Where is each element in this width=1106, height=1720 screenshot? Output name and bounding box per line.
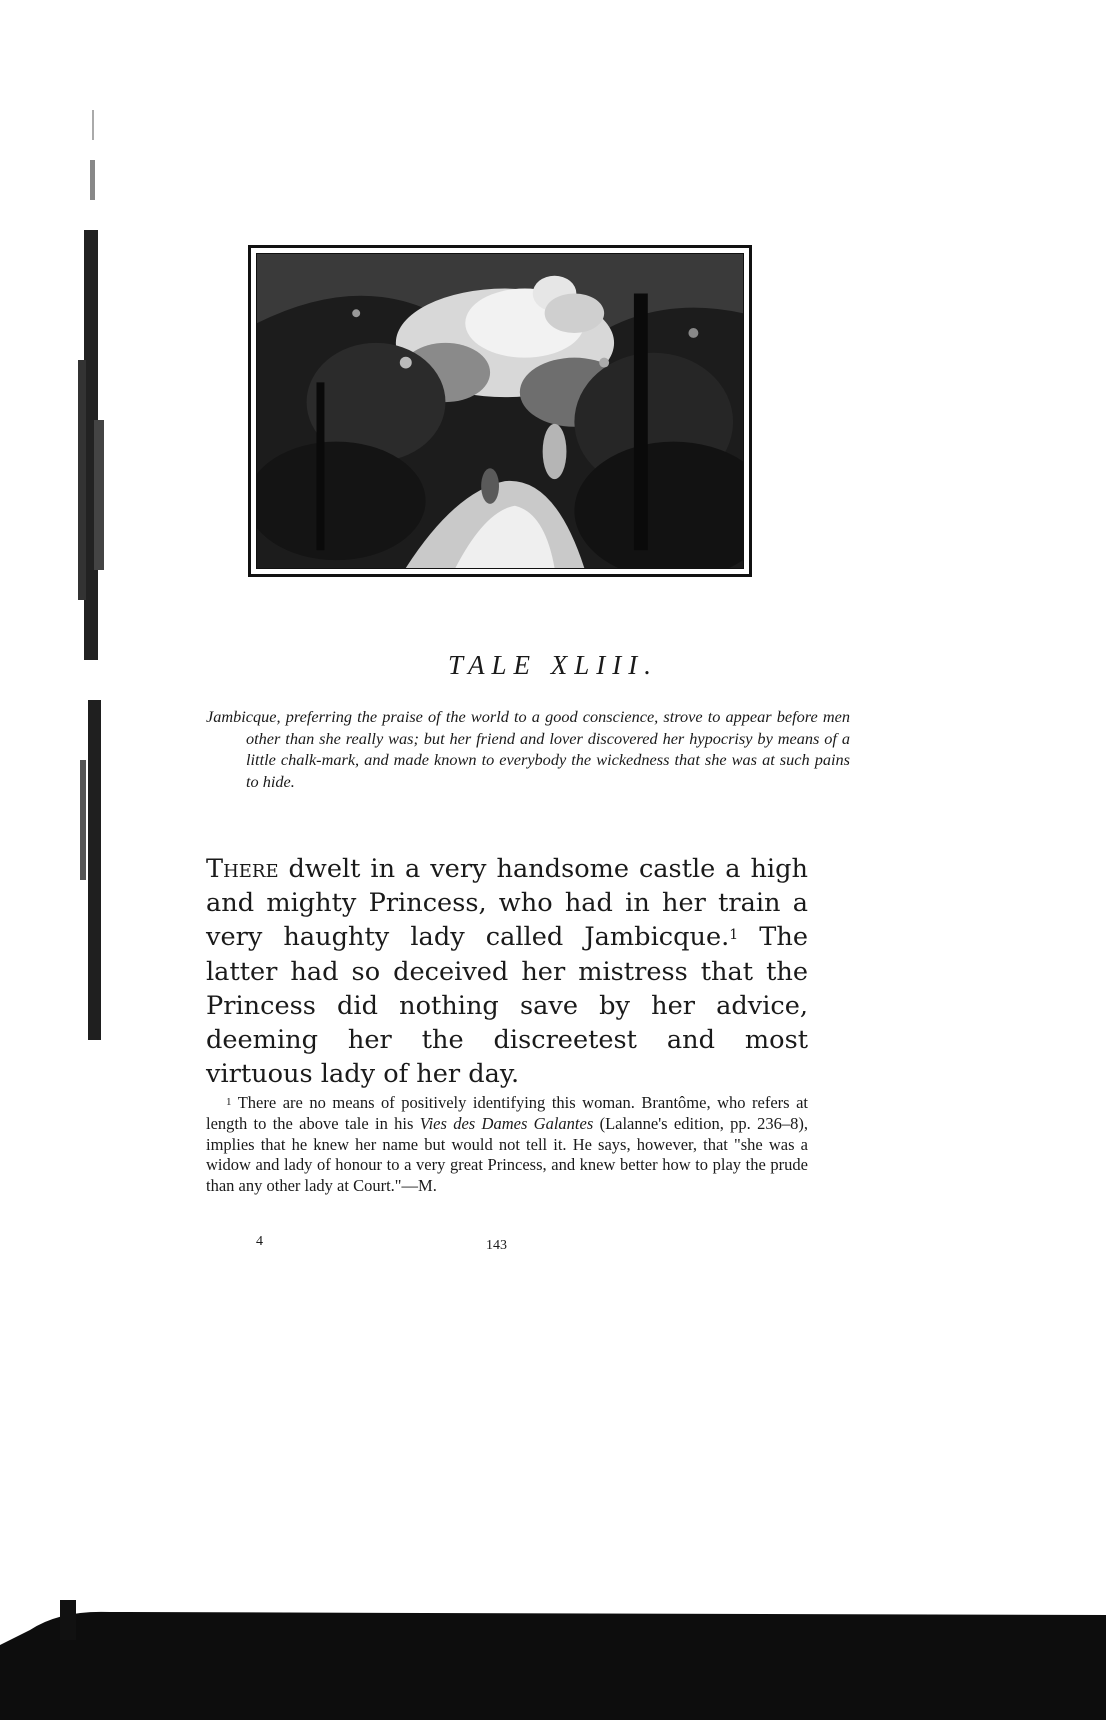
- scan-edge-artifact: [60, 60, 115, 1140]
- body-text-part-1: dwelt in a very handsome castle a high and mighty Princess, who had in her train a very haughty lady called Jambicque.: [206, 854, 808, 953]
- lead-word: There: [206, 854, 279, 884]
- scan-bottom-artifact: [0, 1600, 1106, 1720]
- footnote: [206, 1093, 808, 1197]
- tale-summary: Jambicque, preferring the praise of the world to a good conscience, strove to appear before men other than she really was; but her friend and lover discovered her hypocrisy by means of a little chalk-mark, and made known to everybody the wickedness that she was at such pains to hide.: [206, 707, 850, 791]
- footnote-marker: 1: [226, 1096, 232, 1108]
- footnote-reference: 1: [729, 927, 739, 944]
- footnote-text-part-2: (Lalanne's edition, pp. 236–8), implies that he knew her name but would not tell it. He says, however, that "she was a widow and lady of honour to a very great Princess, and knew better how to play the prude than any other lady at Court."—M.: [206, 1113, 808, 1196]
- engraved-illustration: [248, 245, 752, 577]
- footnote-work-title: Vies des Dames Galantes: [419, 1113, 594, 1133]
- signature-mark: 4: [256, 1234, 263, 1249]
- page-number: 143: [486, 1238, 507, 1253]
- tale-title: TALE XLIII.: [448, 650, 658, 680]
- body-text-part-2: The latter had so deceived her mistress that the Princess did nothing save by her advice, deeming her the discreetest and most virtuous lady of her day.: [206, 922, 808, 1090]
- garden-scene-image: [257, 254, 743, 568]
- footnote-text-part-1: There are no means of positively identifying this woman. Brantôme, who refers at length to the above tale in his: [206, 1093, 808, 1133]
- body-paragraph: [206, 852, 808, 1091]
